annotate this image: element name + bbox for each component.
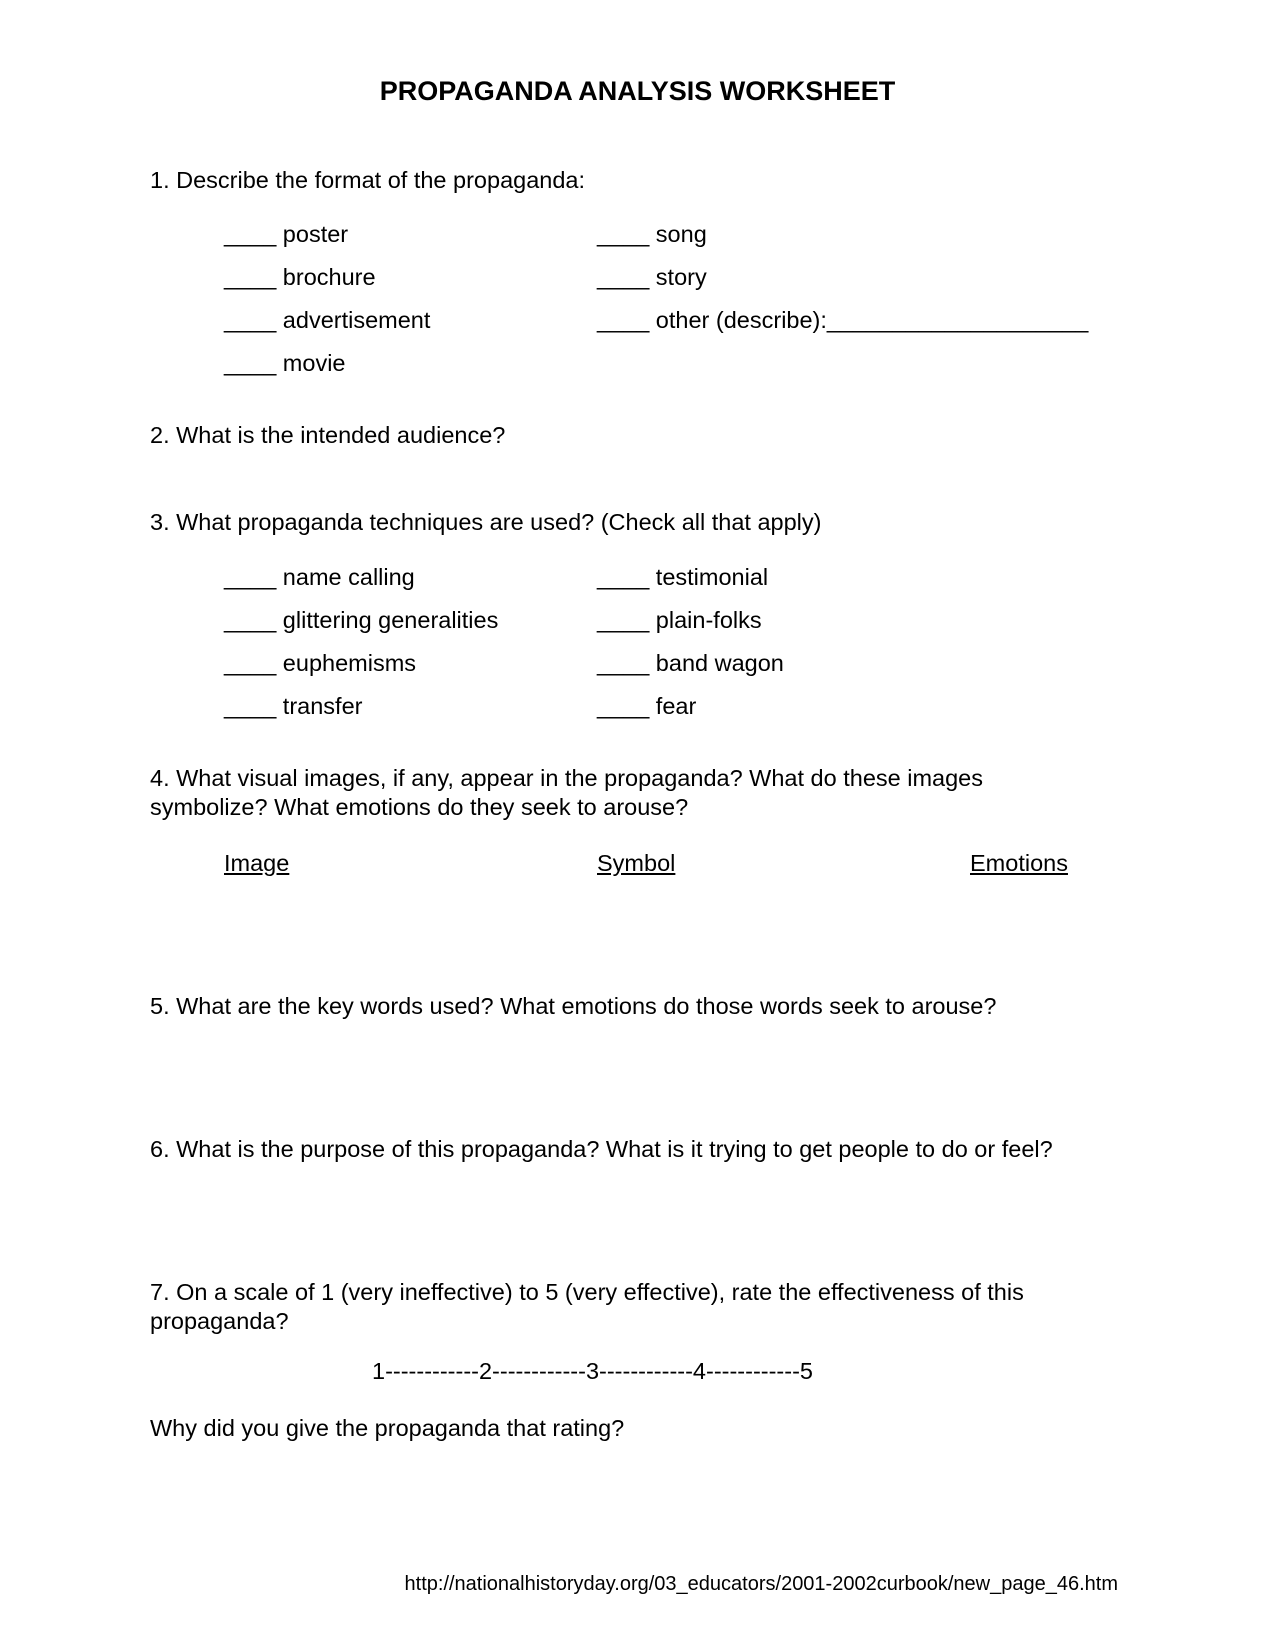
format-option-brochure: ____ brochure xyxy=(224,264,376,290)
technique-testimonial: ____ testimonial xyxy=(597,564,769,590)
format-option-movie: ____ movie xyxy=(224,350,346,376)
question-7-line-2: propaganda? xyxy=(150,1308,289,1334)
technique-band-wagon: ____ band wagon xyxy=(597,650,784,676)
column-header-image: Image xyxy=(224,850,290,876)
column-header-emotions: Emotions xyxy=(970,850,1068,876)
technique-plain-folks: ____ plain-folks xyxy=(597,607,762,633)
question-1: 1. Describe the format of the propaganda: xyxy=(150,167,586,193)
question-3: 3. What propaganda techniques are used? (Check all that apply) xyxy=(150,509,822,535)
question-2: 2. What is the intended audience? xyxy=(150,422,506,448)
rating-followup-question: Why did you give the propaganda that rating? xyxy=(150,1415,625,1441)
question-7-line-1: 7. On a scale of 1 (very ineffective) to 5 (very effective), rate the effectiveness of this xyxy=(150,1279,1024,1305)
rating-scale: 1------------2------------3------------4------------5 xyxy=(372,1358,813,1384)
format-option-advertisement: ____ advertisement xyxy=(224,307,431,333)
technique-fear: ____ fear xyxy=(597,693,697,719)
column-header-symbol: Symbol xyxy=(597,850,676,876)
question-4-line-1: 4. What visual images, if any, appear in the propaganda? What do these images xyxy=(150,765,983,791)
technique-glittering-generalities: ____ glittering generalities xyxy=(224,607,499,633)
technique-transfer: ____ transfer xyxy=(224,693,363,719)
format-option-story: ____ story xyxy=(597,264,707,290)
question-4-line-2: symbolize? What emotions do they seek to arouse? xyxy=(150,794,689,820)
technique-name-calling: ____ name calling xyxy=(224,564,415,590)
question-6: 6. What is the purpose of this propaganda? What is it trying to get people to do or feel? xyxy=(150,1136,1053,1162)
format-option-song: ____ song xyxy=(597,221,707,247)
format-option-other: ____ other (describe):____________________ xyxy=(597,307,1089,333)
question-5: 5. What are the key words used? What emotions do those words seek to arouse? xyxy=(150,993,997,1019)
page-title: PROPAGANDA ANALYSIS WORKSHEET xyxy=(379,76,896,106)
format-option-poster: ____ poster xyxy=(224,221,349,247)
source-url: http://nationalhistoryday.org/03_educators/2001-2002curbook/new_page_46.htm xyxy=(404,1573,1118,1595)
technique-euphemisms: ____ euphemisms xyxy=(224,650,417,676)
